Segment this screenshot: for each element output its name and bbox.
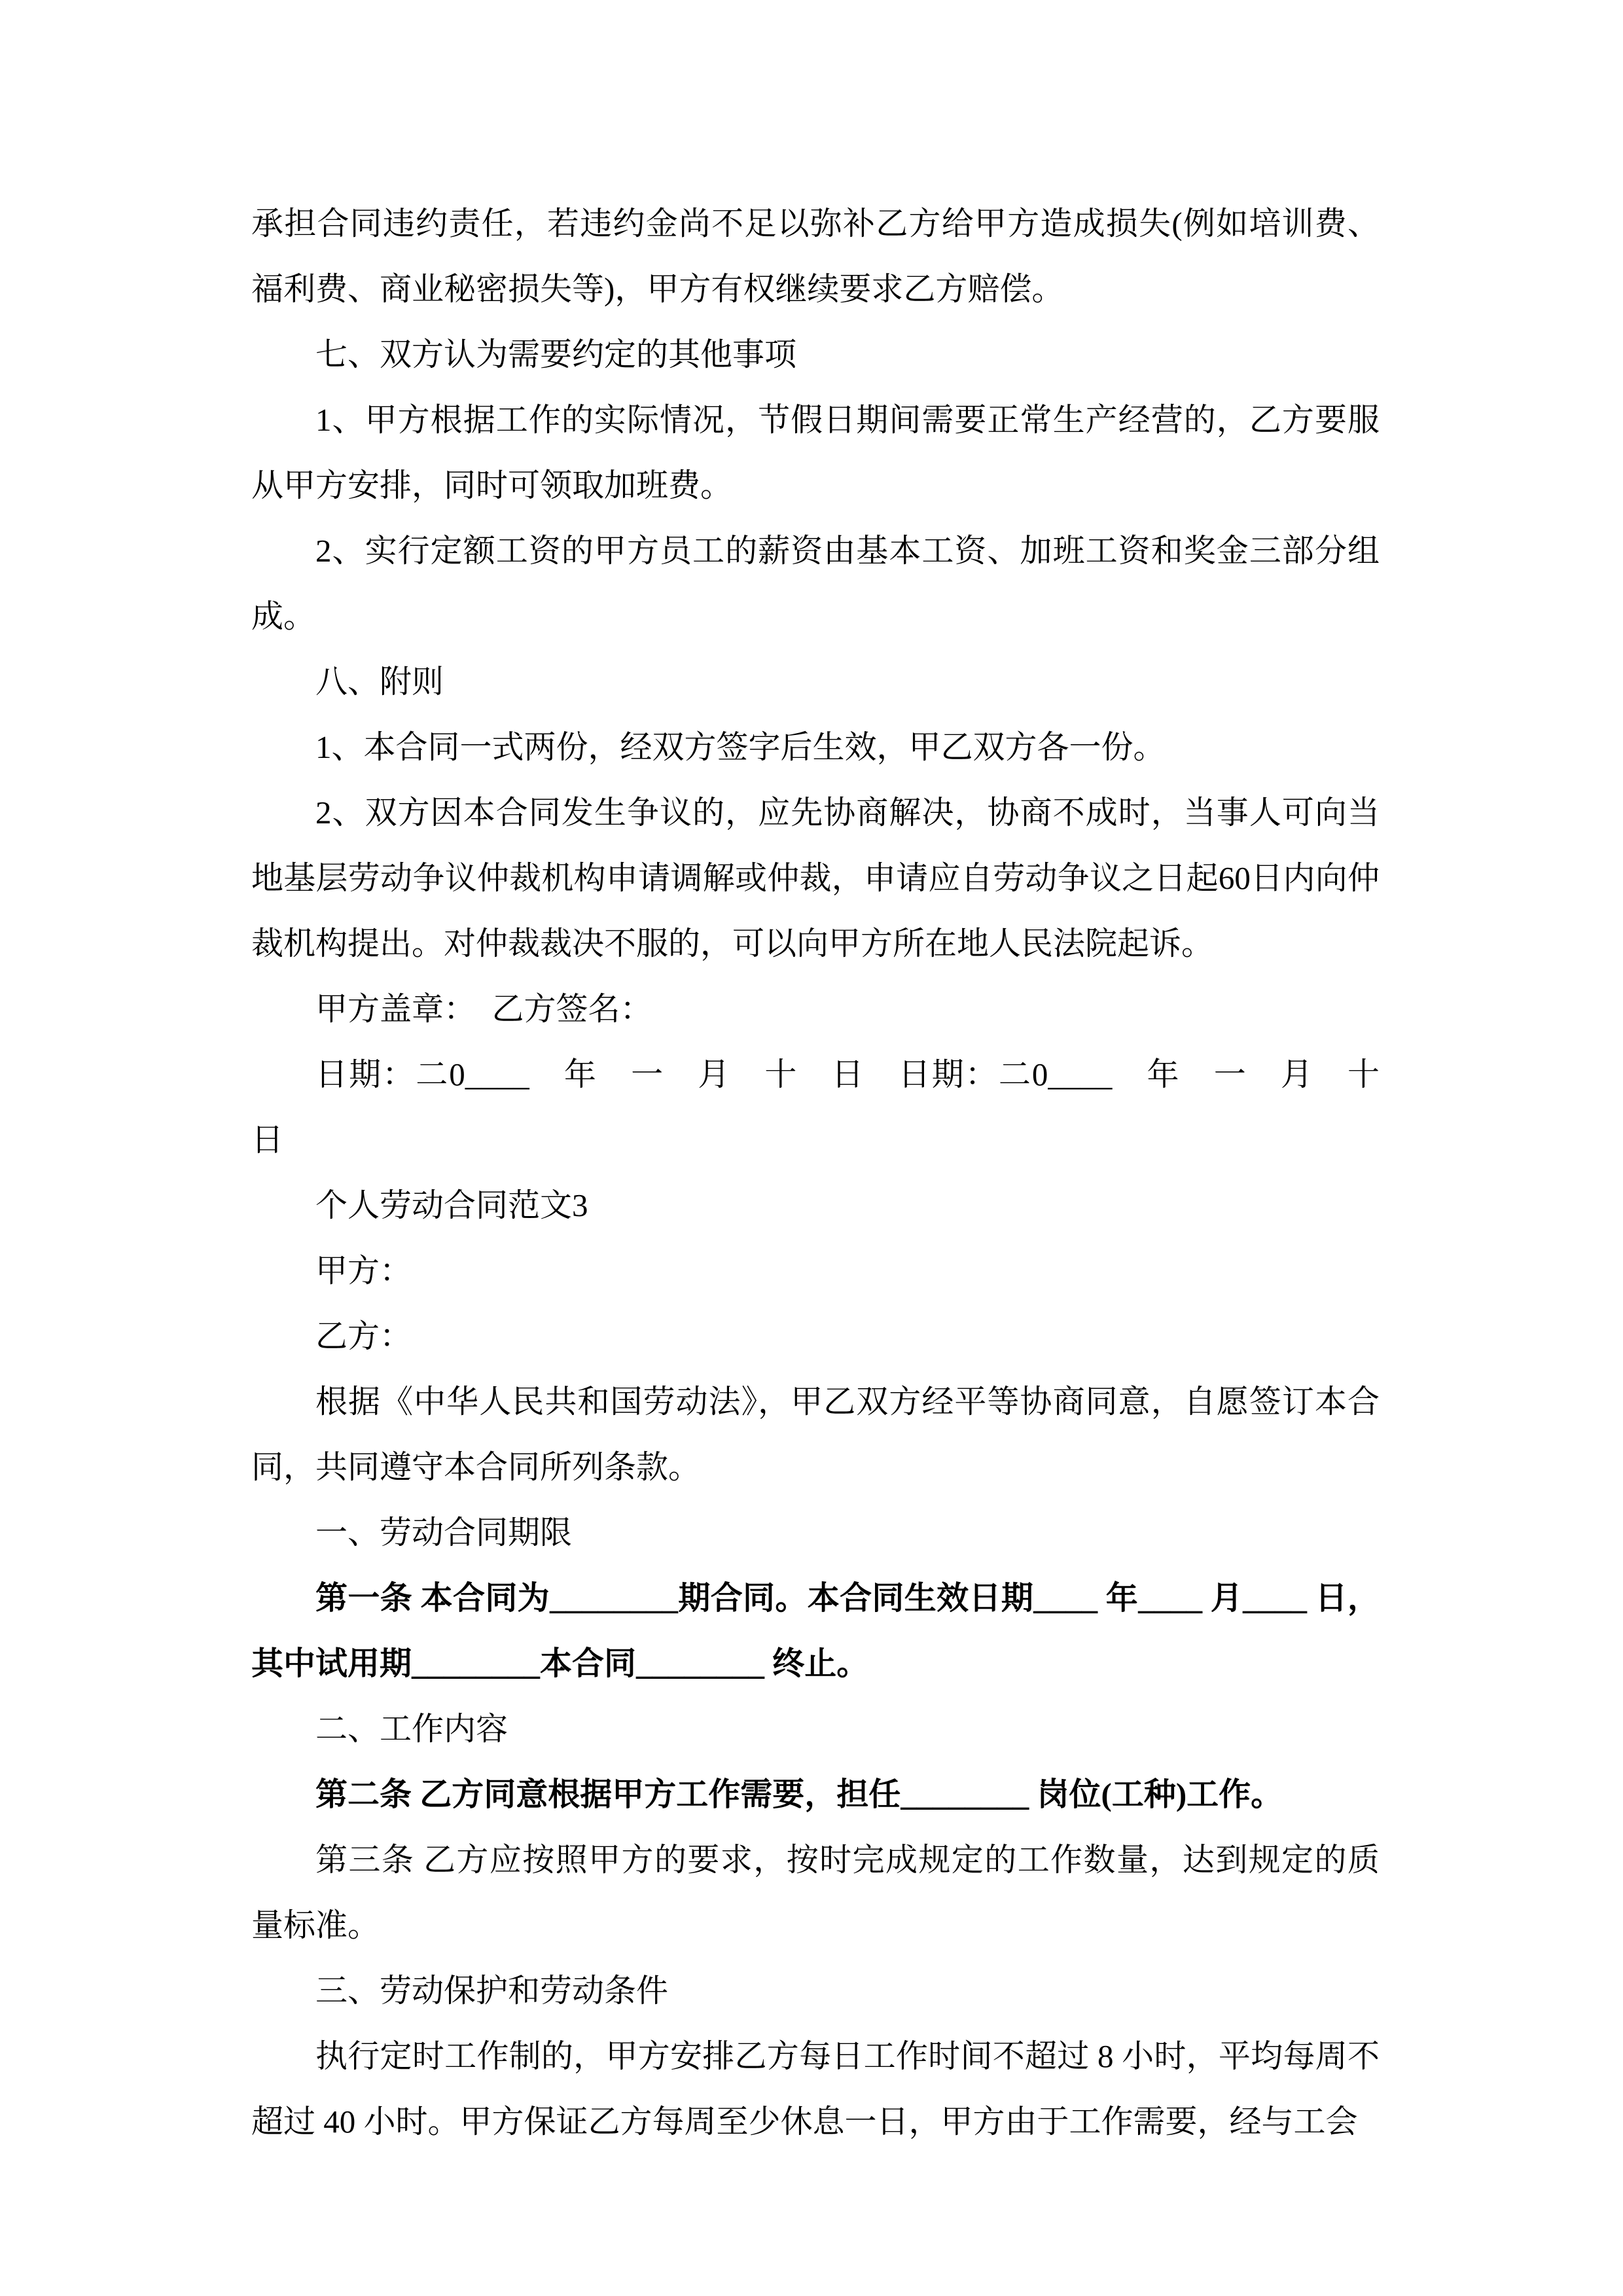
paragraph: 1、甲方根据工作的实际情况，节假日期间需要正常生产经营的，乙方要服从甲方安排，同时可领取加班费。 [251, 402, 1380, 503]
paragraph: 二、工作内容 [315, 1711, 508, 1747]
paragraph: 根据《中华人民共和国劳动法》，甲乙双方经平等协商同意，自愿签订本合同，共同遵守本合同所列条款。 [251, 1384, 1380, 1485]
paragraph: 甲方： [315, 1253, 412, 1289]
paragraph: 第三条 乙方应按照甲方的要求，按时完成规定的工作数量，达到规定的质量标准。 [251, 1842, 1380, 1943]
paragraph: 2、双方因本合同发生争议的，应先协商解决，协商不成时，当事人可向当地基层劳动争议仲裁机构申请调解或仲裁，申请应自劳动争议之日起60日内向仲裁机构提出。对仲裁裁决不服的，可以向甲方所在地人民法院起诉。 [251, 795, 1380, 961]
paragraph: 七、双方认为需要约定的其他事项 [315, 336, 797, 372]
paragraph: 第一条 本合同为________期合同。本合同生效日期____ 年____ 月____ 日，其中试用期________本合同________ 终止。 [251, 1580, 1380, 1681]
paragraph: 个人劳动合同范文3 [315, 1187, 588, 1223]
paragraph: 日期：二0____ 年 一 月 十 日 日期：二0____ 年 一 月 十 日 [251, 1056, 1412, 1158]
paragraph: 2、实行定额工资的甲方员工的薪资由基本工资、加班工资和奖金三部分组成。 [251, 533, 1380, 634]
paragraph: 甲方盖章： 乙方签名： [315, 991, 652, 1027]
document-body [251, 191, 1412, 2155]
paragraph: 一、劳动合同期限 [315, 1515, 573, 1551]
paragraph: 第二条 乙方同意根据甲方工作需要，担任________ 岗位(工种)工作。 [315, 1776, 1283, 1812]
paragraph: 承担合同违约责任，若违约金尚不足以弥补乙方给甲方造成损失(例如培训费、福利费、商业秘密损失等)，甲方有权继续要求乙方赔偿。 [251, 206, 1380, 307]
paragraph: 1、本合同一式两份，经双方签字后生效，甲乙双方各一份。 [315, 729, 1166, 765]
paragraph: 执行定时工作制的，甲方安排乙方每日工作时间不超过 8 小时，平均每周不超过 40 小时。甲方保证乙方每周至少休息一日，甲方由于工作需要，经与工会 [251, 2038, 1380, 2140]
paragraph: 乙方： [315, 1318, 412, 1354]
paragraph: 八、附则 [315, 664, 444, 700]
paragraph: 三、劳动保护和劳动条件 [315, 1973, 669, 2009]
